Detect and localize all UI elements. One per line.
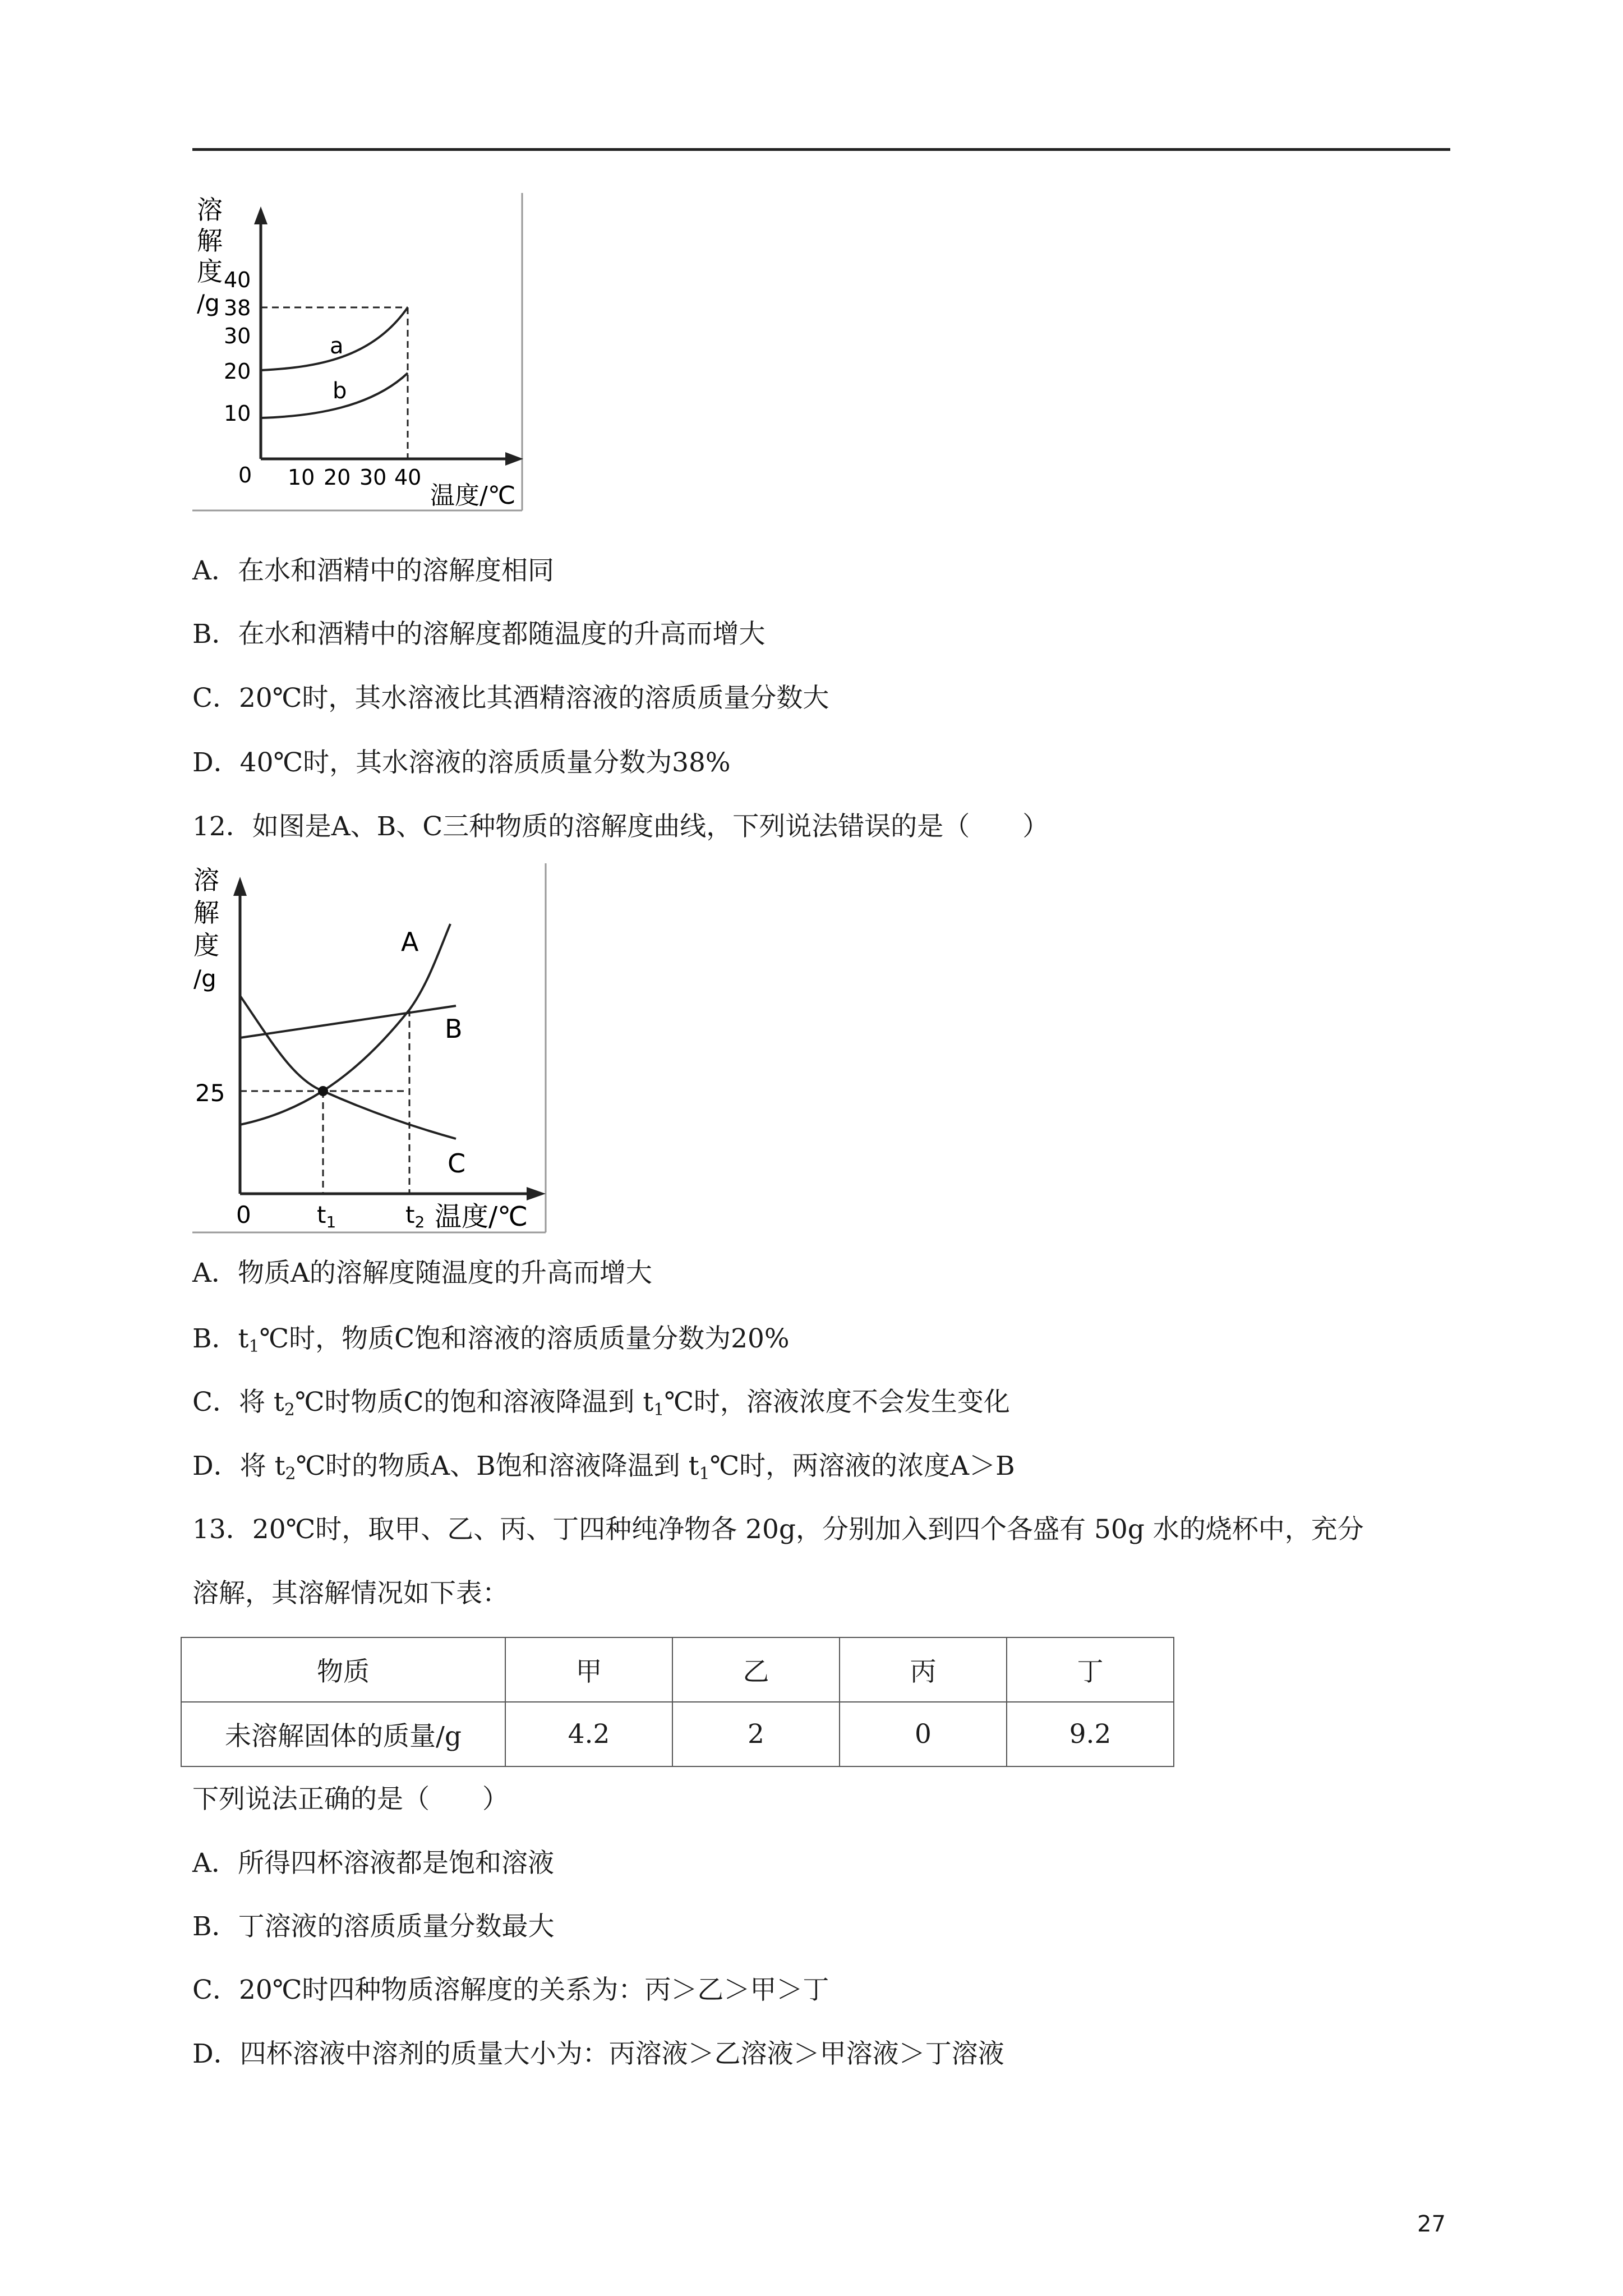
q12-option-d: D．将 $t_2℃$时的物质A、B饱和溶液降温到 $t_1℃$时，两溶液的浓度A＞B: [192, 1451, 1015, 1484]
y-label-3: 度: [193, 930, 219, 960]
y-tick-40: 40: [224, 268, 251, 292]
table-cell: 乙: [672, 1637, 840, 1702]
table-row: [181, 1702, 1174, 1766]
y-label-4: /g: [197, 289, 220, 317]
q11-option-c: C．20℃时，其水溶液比其酒精溶液的溶质质量分数大: [192, 683, 829, 714]
y-label-1: 溶: [197, 195, 223, 225]
y-tick-38: 38: [224, 296, 251, 320]
q12-stem: 12．如图是A、B、C三种物质的溶解度曲线，下列说法错误的是（ ）: [192, 811, 1049, 842]
y-axis-arrow: [233, 877, 247, 896]
q11-option-a: A．在水和酒精中的溶解度相同: [192, 555, 554, 586]
q13-option-b: B．丁溶液的溶质质量分数最大: [192, 1911, 555, 1942]
table-cell: 丙: [840, 1637, 1007, 1702]
x-tick-40: 40: [394, 465, 422, 490]
y-label-4: /g: [193, 965, 216, 992]
x-tick-10: 10: [288, 465, 315, 490]
table-header-row: [181, 1637, 1174, 1702]
table-cell: 2: [672, 1702, 840, 1766]
q13-question: 下列说法正确的是（ ）: [192, 1784, 509, 1815]
y-tick-25: 25: [195, 1079, 225, 1107]
curve-c: [240, 996, 456, 1139]
y-tick-20: 20: [224, 359, 251, 384]
intersection-point: [318, 1086, 328, 1096]
table-cell: 0: [840, 1702, 1007, 1766]
q13-option-c: C．20℃时四种物质溶解度的关系为：丙＞乙＞甲＞丁: [192, 1975, 829, 2005]
table-cell: 甲: [505, 1637, 672, 1702]
table-cell: 4.2: [505, 1702, 672, 1766]
table-cell: 物质: [181, 1637, 505, 1702]
curve-a-label: a: [330, 333, 344, 359]
y-label-3: 度: [197, 256, 223, 287]
x-axis-arrow: [505, 452, 523, 466]
y-label-2: 解: [193, 898, 219, 928]
table-cell: 丁: [1007, 1637, 1174, 1702]
q11-option-d: D．40℃时，其水溶液的溶质质量分数为38%: [192, 747, 731, 778]
curve-a: [240, 924, 450, 1125]
solubility-figure-2: [192, 861, 551, 1237]
origin: 0: [238, 463, 252, 487]
origin: 0: [236, 1201, 251, 1228]
curve-b-label: b: [333, 378, 347, 404]
header-rule: [192, 148, 1450, 151]
curve-c-label: C: [448, 1148, 466, 1179]
q13-stem-line2: 溶解，其溶解情况如下表：: [192, 1578, 509, 1609]
y-axis-arrow: [254, 206, 268, 224]
x-tick-t1: t1: [317, 1201, 336, 1231]
table-cell: 9.2: [1007, 1702, 1174, 1766]
y-tick-10: 10: [224, 401, 251, 426]
solubility-table: [181, 1637, 1174, 1767]
y-label-2: 解: [197, 226, 223, 256]
q13-option-d: D．四杯溶液中溶剂的质量大小为：丙溶液＞乙溶液＞甲溶液＞丁溶液: [192, 2039, 1004, 2069]
y-label-1: 溶: [193, 865, 219, 895]
q12-option-b: B．$t_1℃$时，物质C饱和溶液的溶质质量分数为20%: [192, 1323, 790, 1356]
x-tick-30: 30: [359, 465, 387, 490]
q13-option-a: A．所得四杯溶液都是饱和溶液: [192, 1848, 554, 1879]
solubility-figure-1: [192, 191, 529, 516]
x-tick-20: 20: [324, 465, 351, 490]
table-cell: 未溶解固体的质量/g: [181, 1702, 505, 1766]
y-tick-30: 30: [224, 324, 251, 348]
x-tick-t2: t2: [405, 1201, 425, 1231]
x-label: 温度/℃: [435, 1201, 528, 1232]
page-number: 27: [1417, 2211, 1446, 2237]
curve-b-label: B: [445, 1014, 463, 1044]
curve-a-label: A: [401, 927, 419, 957]
q13-stem-line1: 13．20℃时，取甲、乙、丙、丁四种纯净物各 20g，分别加入到四个各盛有 50g 水的烧杯中，充分: [192, 1514, 1364, 1545]
x-label: 温度/℃: [430, 481, 516, 510]
q12-option-c: C．将 $t_2℃$时物质C的饱和溶液降温到 $t_1℃$时，溶液浓度不会发生变化: [192, 1387, 1010, 1420]
q11-option-b: B．在水和酒精中的溶解度都随温度的升高而增大: [192, 619, 766, 650]
q12-option-a: A．物质A的溶解度随温度的升高而增大: [192, 1258, 652, 1289]
curve-b: [240, 1006, 456, 1038]
x-axis-arrow: [527, 1187, 546, 1200]
